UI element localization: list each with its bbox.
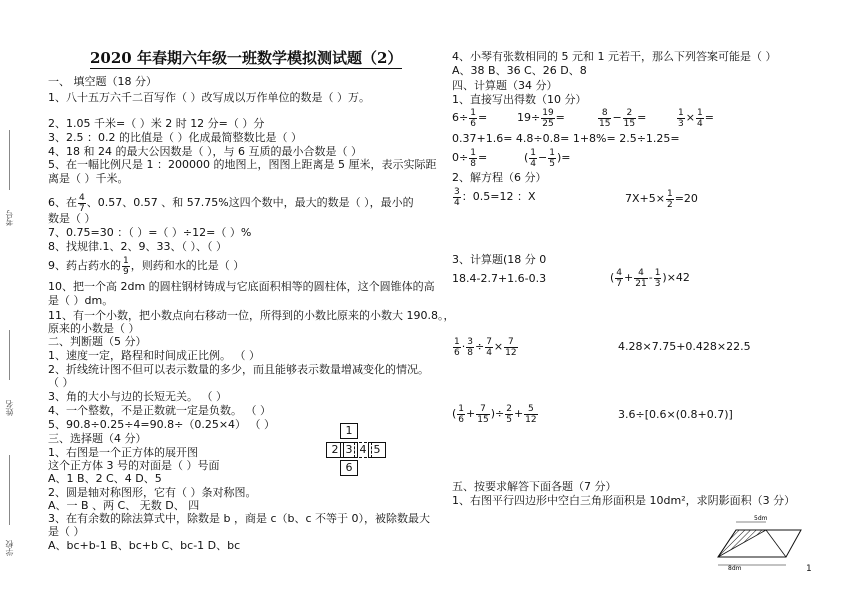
question-line: 2、折线统计图不但可以表示数量的多少，而且能够表示数量增减变化的情况。 [48, 363, 429, 376]
question-line: 1、右图是一个正方体的展开图 [48, 446, 198, 459]
question-line: A、38 B、36 C、26 D、8 [452, 64, 587, 77]
margin-rule [9, 130, 10, 190]
question-line: 2、圆是轴对称图形，它有（ ）条对称图。 [48, 486, 257, 499]
equation-2: 7X+5× $\frac{1}{2}$ =20 [625, 188, 698, 210]
question-9 [48, 253, 244, 279]
question-line: 5、在一幅比例尺是 1 ：200000 的地图上，图图上距离是 5 厘米，表示实际距 [48, 158, 437, 171]
question-line: 4、18 和 24 的最大公因数是（ ），与 6 互质的最小合数是（ ） [48, 145, 362, 158]
question-line: 1、八十五万六千二百写作（ ）改写成以万作单位的数是（ ）万。 [48, 91, 370, 104]
question-text: ，则药和水的比是（ ） [130, 259, 245, 272]
calc-row-2: 0.37+1.6= 4.8÷0.8= 1+8%= 2.5÷1.25= [452, 132, 680, 145]
question-line: 7、0.75=30 ：（ ）=（ ）÷12=（ ）% [48, 226, 252, 239]
calc-0-div-1-8: 0÷ $\frac{1}{8}$ = [452, 147, 488, 169]
question-prefix: 6、在 [48, 196, 77, 209]
page-title: 2020 年春期六年级一班数学模拟测试题（2） [90, 49, 403, 67]
cube-face: 5 [368, 442, 386, 458]
section-multiple-choice: 三、选择题（4 分） [48, 432, 147, 445]
question-line: 1、右图平行四边形中空白三角形面积是 10dm²，求阴影面积（3 分） [452, 494, 796, 507]
section-calc-18: 3、计算题(18 分 0 [452, 253, 547, 266]
question-line: 离是（ ）千米。 [48, 172, 129, 185]
margin-label-name: 姓名 [5, 400, 14, 416]
calc-expression-2: ( $\frac{4}{7}$ + $\frac{4}{21}$ - $\frac{1}{3}$ )×42 [610, 267, 690, 289]
parallelogram-figure [706, 512, 816, 572]
shaded-region [718, 530, 766, 557]
cube-face: 3 [340, 442, 358, 458]
question-line: 3、角的大小与边的长短无关。 （ ） [48, 390, 227, 403]
section-application: 五、按要求解答下面各题（7 分） [452, 480, 617, 493]
fraction: $\frac{1}{9}$ [123, 255, 129, 277]
question-prefix: 9、药占药水的 [48, 259, 121, 272]
question-line: 原来的小数是（ ） [48, 322, 140, 335]
calc-6-div-1-6: 6÷ $\frac{1}{6}$ = [452, 107, 488, 129]
question-line: 这个正方体 3 号的对面是（ ）号面 [48, 459, 220, 472]
question-line: 8、找规律.1、2、9、33、（ ）、（ ） [48, 240, 227, 253]
calc-expression-4: 4.28×7.75+0.428×22.5 [618, 340, 751, 353]
inner-line [766, 530, 786, 557]
calc-1-3-times-1-4: $\frac{1}{3}$ × $\frac{1}{4}$ = [678, 107, 714, 129]
question-line: 数是（ ） [48, 212, 96, 225]
cube-face: 1 [340, 423, 358, 439]
calc-expression-6: 3.6÷[0.6×(0.8+0.7)] [618, 408, 733, 421]
cube-face: 6 [340, 460, 358, 476]
question-line: 5、90.8÷0.25÷4=90.8÷（0.25×4） （ ） [48, 418, 276, 431]
question-6 [48, 190, 414, 216]
section-equations: 2、解方程（6 分） [452, 171, 547, 184]
margin-rule [9, 330, 10, 380]
question-line: 11、有一个小数，把小数点向右移动一位，所得到的小数比原来的小数大 190.8。， [48, 309, 455, 322]
top-dimension-label: 5dm [754, 515, 768, 522]
question-line: 1、速度一定，路程和时间成正比例。 （ ） [48, 349, 260, 362]
cube-face: 4 [354, 442, 372, 458]
page-number: 1 [806, 564, 812, 574]
question-line: 4、一个整数，不是正数就一定是负数。 （ ） [48, 404, 271, 417]
section-fill-in: 一、 填空题（18 分） [48, 75, 157, 88]
fraction: $\frac{4}{7}$ [79, 192, 85, 214]
calc-expression-5: ( $\frac{1}{6}$ + $\frac{7}{15}$ )÷ $\frac{2}{5}$ + $\frac{5}{12}$ [452, 403, 537, 425]
cube-face: 2 [326, 442, 344, 458]
question-line: 1、直接写出得数（10 分） [452, 93, 587, 106]
question-line: 3、在有余数的除法算式中，除数是 b ，商是 c（b、c 不等于 0），被除数最大 [48, 512, 431, 525]
margin-label-school: 学校 [5, 540, 14, 556]
question-line: 是（ ）dm。 [48, 294, 114, 307]
question-line: 3、2.5 ：0.2 的比值是（ ）化成最简整数比是（ ） [48, 131, 302, 144]
equation-1: $\frac{3}{4}$ ：0.5=12 ：X [454, 186, 536, 208]
margin-label-exam-number: 考号 [5, 210, 14, 226]
question-line: 是（ ） [48, 525, 85, 538]
calc-8-15-minus-2-15: $\frac{8}{15}$ − $\frac{2}{15}$ = [599, 107, 647, 129]
cube-net-figure [326, 423, 386, 481]
question-line: （ ） [48, 376, 74, 389]
calc-19-div-19-25: 19÷ $\frac{19}{25}$ = [517, 107, 565, 129]
section-calculation: 四、计算题（34 分） [452, 79, 558, 92]
calc-expression-3: $\frac{1}{6}$ · $\frac{3}{8}$ ÷ $\frac{7}{4}$ × $\frac{7}{12}$ [454, 336, 517, 358]
calc-expression-1: 18.4-2.7+1.6-0.3 [452, 272, 547, 285]
question-line: 2、1.05 千米=（ ）米 2 时 12 分=（ ）分 [48, 117, 265, 130]
section-true-false: 二、判断题（5 分） [48, 335, 147, 348]
bottom-dimension-label: 8dm [728, 565, 742, 572]
question-line: 4、小琴有张数相同的 5 元和 1 元若干，那么下列答案可能是（ ） [452, 50, 777, 63]
question-line: A、bc+b-1 B、bc+b C、bc-1 D、bc [48, 539, 241, 552]
margin-rule [9, 455, 10, 525]
question-text: 、0.57、0.57 、和 57.75%这四个数中，最大的数是（ ），最小的 [86, 196, 414, 209]
calc-1-4-minus-1-5: ( $\frac{1}{4}$ − $\frac{1}{5}$ )= [524, 147, 571, 169]
question-line: 10、把一个高 2dm 的圆柱钢材铸成与它底面积相等的圆柱体，这个圆锥体的高 [48, 280, 435, 293]
question-line: A、一 B 、两 C、 无数 D、 四 [48, 499, 200, 512]
question-line: A、1 B、2 C、4 D、5 [48, 472, 162, 485]
